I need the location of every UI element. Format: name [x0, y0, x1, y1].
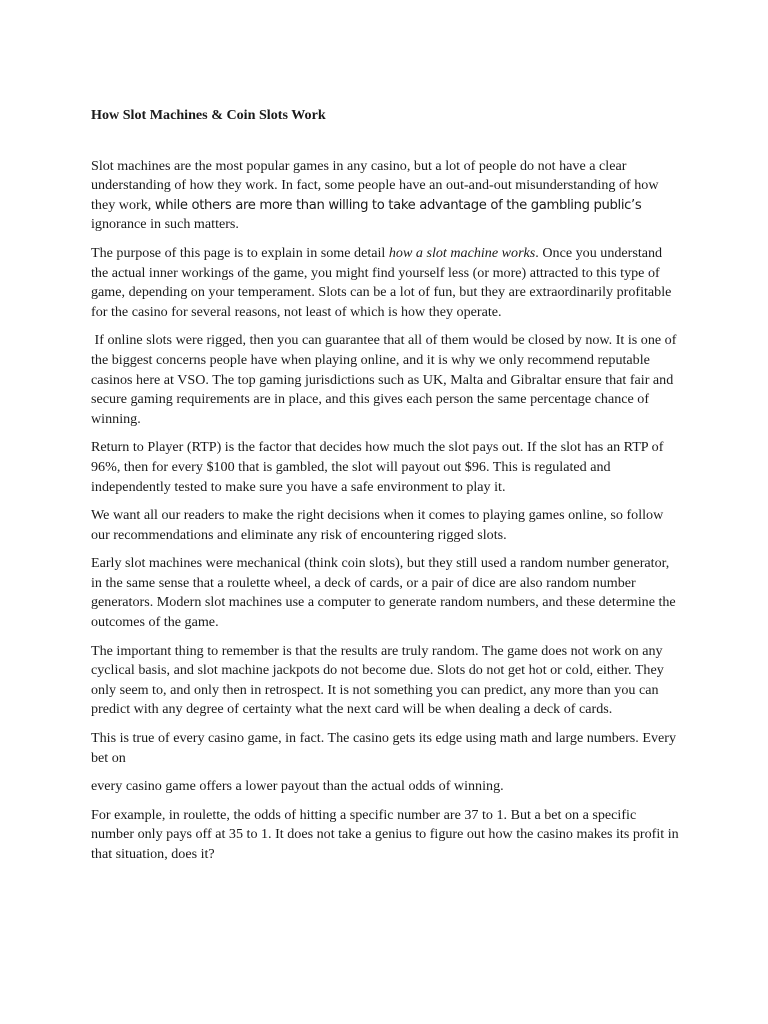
paragraph-purpose-emphasis: how a slot machine works [388, 244, 536, 261]
paragraph-rtp: Return to Player (RTP) is the factor that decides how much the slot pays out. If the slot has an RTP of 96%, then for every $100 that is gambled, the slot will payout out $96. This is regulated and independently tested to make sure you have a safe environment to play it. [91, 439, 664, 495]
paragraph-intro-end: ignorance in such matters. [91, 216, 239, 233]
document-title: How Slot Machines & Coin Slots Work [91, 107, 326, 123]
paragraph-rigged-slots: If online slots were rigged, then you can guarantee that all of them would be closed by now. It is one of the biggest concerns people have when playing online, and it is why we only recommend reputable casinos here at VSO. The top gaming jurisdictions such as UK, Malta and Gibraltar ensure that fair and secure gaming requirements are in place, and this gives each person the same percentage chance of winning. [91, 332, 677, 427]
document-page [91, 106, 679, 874]
paragraph-lower-payout: every casino game offers a lower payout than the actual odds of winning. [91, 778, 504, 795]
paragraph-purpose [91, 244, 679, 322]
paragraph-purpose-start: The purpose of this page is to explain in some detail [91, 244, 389, 261]
paragraph-intro [91, 157, 679, 235]
paragraph-intro-text: Slot machines are the most popular games in any casino, but a lot of people do not have a clear understanding of how they work. In fact, some people have an out-and-out misunderstanding of how they work, [91, 157, 659, 213]
paragraph-rng: Early slot machines were mechanical (think coin slots), but they still used a random number generator, in the same sense that a roulette wheel, a deck of cards, or a pair of dice are also random number generators. Modern slot machines use a computer to generate random numbers, and these determine the outcomes of the game. [91, 555, 676, 631]
paragraph-roulette-example: For example, in roulette, the odds of hitting a specific number are 37 to 1. But a bet on a specific number only pays off at 35 to 1. It does not take a genius to figure out how the casino makes its profit in that situation, does it? [91, 806, 679, 862]
paragraph-recommendations: We want all our readers to make the right decisions when it comes to playing games online, so follow our recommendations and eliminate any risk of encountering rigged slots. [91, 507, 664, 543]
paragraph-intro-mixed-font-text: while others are more than willing to take advantage of the gambling public’s [154, 197, 642, 213]
paragraph-purpose-end: . Once you understand the actual inner workings of the game, you might find yourself less (or more) attracted to this type of game, depending on your temperament. Slots can be a lot of fun, but they are extraordinarily profitable for the casino for several reasons, not least of which is how they operate. [91, 244, 672, 320]
paragraph-randomness: The important thing to remember is that the results are truly random. The game does not work on any cyclical basis, and slot machine jackpots do not become due. Slots do not get hot or cold, either. They only seem to, and only then in retrospect. It is not something you can predict, any more than you can predict with any degree of certainty what the next card will be when dealing a deck of cards. [91, 642, 664, 718]
paragraph-casino-edge: This is true of every casino game, in fact. The casino gets its edge using math and large numbers. Every bet on [91, 730, 676, 766]
